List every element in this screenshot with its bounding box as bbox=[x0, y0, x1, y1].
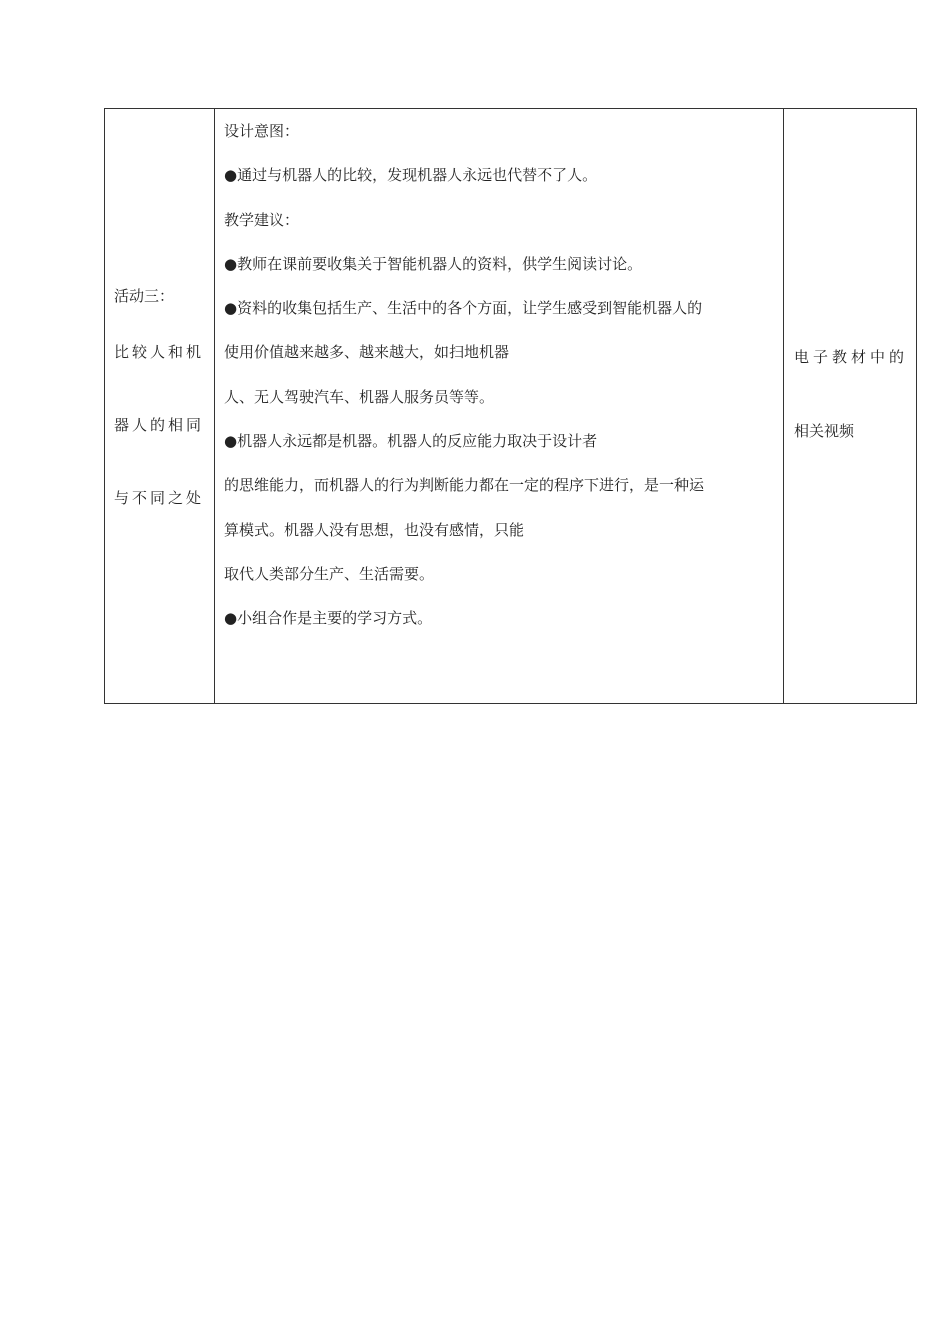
activity-cell bbox=[105, 109, 215, 704]
lesson-plan-table bbox=[104, 108, 917, 704]
paragraph: 取代人类部分生产、生活需要。 bbox=[224, 564, 435, 583]
resource-line: 电子教材中的 bbox=[794, 348, 909, 366]
section-heading: 设计意图： bbox=[224, 122, 300, 140]
activity-line: 与不同之处 bbox=[114, 489, 205, 507]
paragraph: ●教师在课前要收集关于智能机器人的资料，供学生阅读讨论。 bbox=[224, 254, 643, 273]
activity-line: 比较人和机 bbox=[114, 343, 205, 361]
paragraph: ●小组合作是主要的学习方式。 bbox=[224, 609, 433, 628]
paragraph: ●通过与机器人的比较，发现机器人永远也代替不了人。 bbox=[224, 166, 598, 185]
paragraph: ●机器人永远都是机器。机器人的反应能力取决于设计者 bbox=[224, 432, 598, 451]
paragraph: 使用价值越来越多、越来越大，如扫地机器 bbox=[224, 343, 510, 362]
resource-cell bbox=[784, 109, 917, 704]
paragraph: ●资料的收集包括生产、生活中的各个方面，让学生感受到智能机器人的 bbox=[224, 299, 703, 318]
paragraph: 的思维能力，而机器人的行为判断能力都在一定的程序下进行，是一种运 bbox=[224, 476, 705, 495]
paragraph: 人、无人驾驶汽车、机器人服务员等等。 bbox=[224, 387, 495, 406]
activity-label: 活动三： bbox=[114, 287, 175, 305]
activity-line: 器人的相同 bbox=[114, 416, 205, 434]
table-row bbox=[105, 109, 917, 704]
paragraph: 算模式。机器人没有思想，也没有感情，只能 bbox=[224, 520, 525, 539]
resource-line: 相关视频 bbox=[794, 422, 855, 440]
section-heading: 教学建议： bbox=[224, 210, 300, 229]
content-cell bbox=[215, 109, 784, 704]
